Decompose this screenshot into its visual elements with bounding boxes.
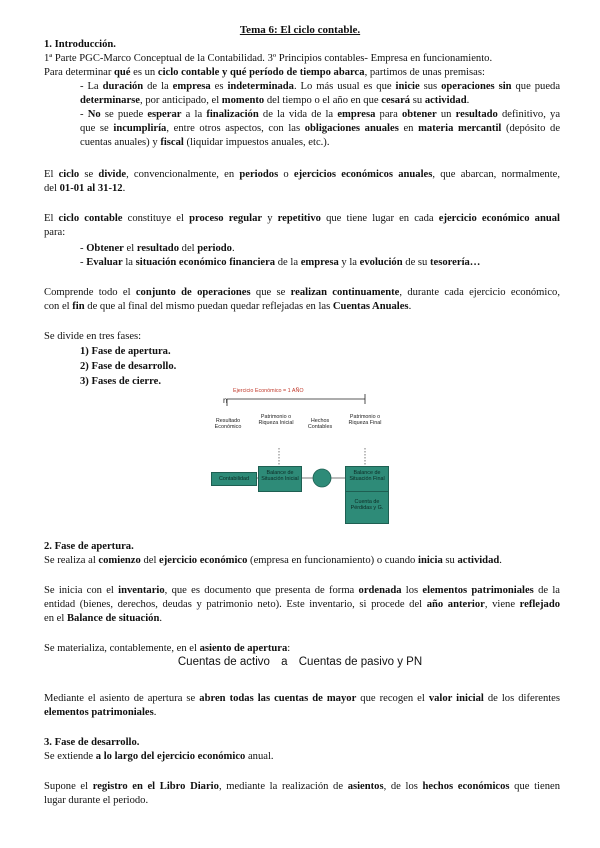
goal-2: - Evaluar la situación económico financiera de la empresa y la evolución de su tesorería…	[80, 257, 481, 268]
goal-1: - Obtener el resultado del periodo.	[80, 243, 235, 254]
desarrollo-p2-line-1: Supone el registro en el Libro Diario, mediante la realización de asientos, de los hechos económicos que tienen	[44, 781, 560, 792]
emphasis: actividad	[457, 555, 500, 566]
emphasis: situación económico financiera	[135, 257, 276, 268]
apertura-p2-line-3: en el Balance de situación.	[44, 613, 163, 624]
contabilidad-label: Contabilidad	[219, 476, 249, 482]
emphasis: inicia	[418, 555, 443, 566]
emphasis: registro en el Libro Diario	[92, 781, 219, 792]
diagram-patrimonio-final: Patrimonio o Riqueza Final	[348, 414, 382, 427]
emphasis: duración	[102, 81, 144, 92]
divide-line-1: El ciclo se divide, convencionalmente, en periodos o ejercicios económicos anuales, que abarcan, normalmente,	[44, 169, 560, 180]
emphasis: fin	[72, 301, 85, 312]
emphasis: obtener	[401, 109, 437, 120]
emphasis: materia mercantil	[418, 123, 502, 134]
emphasis: resultado	[455, 109, 498, 120]
intro-line: 1ª Parte PGC-Marco Conceptual de la Contabilidad. 3º Principios contables- Empresa en funcionamiento.	[44, 53, 493, 64]
section-2-heading: 2. Fase de apertura.	[44, 541, 134, 552]
divide-line-2: del 01-01 al 31-12.	[44, 183, 126, 194]
diagram-hechos: Hechos Contables	[307, 418, 333, 431]
premisa-2-line-3: cuentas anuales) y fiscal (liquidar impuestos anuales, etc.).	[80, 137, 330, 148]
emphasis: ejercicio económico anual	[438, 213, 560, 224]
emphasis: proceso regular	[189, 213, 263, 224]
emphasis: tesorería…	[430, 257, 481, 268]
emphasis: indeterminada	[227, 81, 294, 92]
emphasis: valor inicial	[428, 693, 484, 704]
emphasis: reflejado	[519, 599, 560, 610]
apertura-p1: Se realiza al comienzo del ejercicio económico (empresa en funcionamiento) o cuando inicia su actividad.	[44, 555, 502, 566]
emphasis: asientos	[347, 781, 384, 792]
emphasis: ciclo contable	[58, 213, 123, 224]
emphasis: periodos	[239, 169, 279, 180]
emphasis: periodo	[197, 243, 232, 254]
diagram-resultado: Resultado Económico	[214, 418, 242, 431]
emphasis: esperar	[147, 109, 182, 120]
emphasis: qué	[114, 67, 131, 78]
diagram-start-label: n	[223, 396, 228, 405]
emphasis: inventario	[118, 585, 165, 596]
emphasis: determinarse	[80, 95, 141, 106]
premisa-2-line-2: que se incumpliría, entre otros aspectos, con las obligaciones anuales en materia mercantil (depósito de	[80, 123, 560, 134]
apertura-p4-line-2: elementos patrimoniales.	[44, 707, 157, 718]
desarrollo-p1: Se extiende a lo largo del ejercicio económico anual.	[44, 751, 274, 762]
emphasis: 01-01 al 31-12	[59, 183, 123, 194]
balance-final-label: Balance de Situación Final	[349, 470, 385, 483]
emphasis: ciclo contable y qué período de tiempo abarca	[157, 67, 365, 78]
apertura-p4-line-1: Mediante el asiento de apertura se abren todas las cuentas de mayor que recogen el valor inicial de los diferentes	[44, 693, 560, 704]
emphasis: empresa	[337, 109, 376, 120]
premisa-1-line-2: determinarse, por anticipado, el momento del tiempo o el año en que cesará su actividad.	[80, 95, 470, 106]
balance-final-box	[345, 466, 389, 524]
apertura-p3: Se materializa, contablemente, en el asiento de apertura:	[44, 643, 291, 654]
apertura-p2-line-2: entidad (bienes, derechos, deudas y patrimonio neto). Este inventario, si procede del año anterior, viene reflejado	[44, 599, 560, 610]
section-3-heading: 3. Fase de desarrollo.	[44, 737, 140, 748]
emphasis: a lo largo del ejercicio económico	[95, 751, 246, 762]
emphasis: Balance de situación	[66, 613, 160, 624]
emphasis: inicie	[395, 81, 420, 92]
emphasis: evolución	[359, 257, 403, 268]
emphasis: elementos patrimoniales	[44, 707, 154, 718]
phase-2: 2) Fase de desarrollo.	[80, 361, 177, 372]
premisa-2-line-1: - No se puede esperar a la finalización de la vida de la empresa para obtener un resultado definitivo, ya	[80, 109, 560, 120]
emphasis: Evaluar	[86, 257, 123, 268]
contabilidad-box	[211, 472, 257, 486]
balance-inicial-label: Balance de Situación Inicial	[261, 470, 299, 483]
emphasis: No	[87, 109, 101, 120]
comprende-line-2: con el fin de que al final del mismo puedan quedar reflejadas en las Cuentas Anuales.	[44, 301, 412, 312]
asiento-apertura-formula	[0, 656, 600, 668]
emphasis: repetitivo	[277, 213, 321, 224]
emphasis: Cuentas Anuales	[332, 301, 409, 312]
emphasis: empresa	[300, 257, 339, 268]
ciclo-contable-diagram	[205, 386, 405, 526]
emphasis: resultado	[136, 243, 179, 254]
diagram-header: Ejercicio Económico = 1 AÑO	[233, 388, 304, 394]
emphasis: abren todas las cuentas de mayor	[199, 693, 357, 704]
formula-right: Cuentas de pasivo y PN	[298, 656, 423, 668]
emphasis: obligaciones anuales	[304, 123, 399, 134]
emphasis: ejercicio económico	[159, 555, 248, 566]
formula-left: Cuentas de activo	[177, 656, 270, 668]
page-title: Tema 6: El ciclo contable.	[239, 24, 361, 36]
emphasis: elementos patrimoniales	[422, 585, 534, 596]
emphasis: empresa	[172, 81, 211, 92]
emphasis: hechos económicos	[422, 781, 510, 792]
premisas-paragraph: Para determinar qué es un ciclo contable y qué período de tiempo abarca, partimos de unas premisas:	[44, 67, 485, 78]
emphasis: incumpliría	[113, 123, 167, 134]
emphasis: operaciones sin	[441, 81, 512, 92]
emphasis: asiento de apertura	[199, 643, 288, 654]
emphasis: ordenada	[358, 585, 402, 596]
emphasis: divide	[98, 169, 127, 180]
section-1-heading: 1. Introducción.	[44, 39, 116, 50]
apertura-p2-line-1: Se inicia con el inventario, que es documento que presenta de forma ordenada los elementos patrimoniales de la	[44, 585, 560, 596]
emphasis: realizan continuamente	[290, 287, 400, 298]
hechos-circle	[313, 469, 331, 487]
phase-3: 3) Fases de cierre.	[80, 376, 161, 387]
emphasis: año anterior	[426, 599, 485, 610]
formula-mid: a	[281, 656, 288, 668]
emphasis: Obtener	[86, 243, 124, 254]
desarrollo-p2-line-2: lugar durante el periodo.	[44, 795, 149, 806]
emphasis: momento	[221, 95, 265, 106]
emphasis: finalización	[206, 109, 259, 120]
phase-1: 1) Fase de apertura.	[80, 346, 171, 357]
proceso-line-2: para:	[44, 227, 66, 238]
proceso-line-1: El ciclo contable constituye el proceso regular y repetitivo que tiene lugar en cada ejercicio económico anual	[44, 213, 560, 224]
cuenta-pyg-label: Cuenta de Pérdidas y G.	[350, 499, 384, 512]
premisa-1-line-1: - La duración de la empresa es indeterminada. Lo más usual es que inicie sus operaciones sin que pueda	[80, 81, 560, 92]
emphasis: comienzo	[98, 555, 141, 566]
emphasis: ciclo	[58, 169, 80, 180]
phases-intro: Se divide en tres fases:	[44, 331, 142, 342]
comprende-line-1: Comprende todo el conjunto de operaciones que se realizan continuamente, durante cada ejercicio económico,	[44, 287, 560, 298]
emphasis: actividad	[424, 95, 467, 106]
diagram-patrimonio-inicial: Patrimonio o Riqueza Inicial	[258, 414, 294, 427]
emphasis: cesará	[381, 95, 411, 106]
emphasis: fiscal	[160, 137, 184, 148]
balance-inicial-box	[258, 466, 302, 492]
emphasis: conjunto de operaciones	[135, 287, 251, 298]
emphasis: ejercicios económicos anuales	[293, 169, 433, 180]
